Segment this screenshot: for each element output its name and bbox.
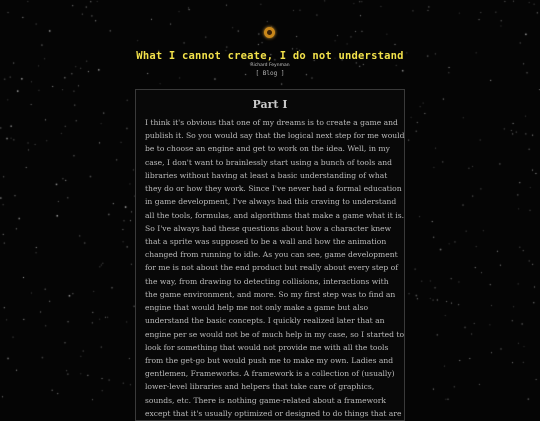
article-line: from the get-go but would push me to make my own. Ladies and [145, 355, 394, 365]
article-line: that a sprite was supposed to be a wall and how the animation [145, 236, 387, 246]
site-title[interactable]: What I cannot create, I do not understand [136, 50, 404, 62]
article-line: the way, from drawing to detecting collisions, interactions with [145, 276, 389, 286]
article-line: gentlemen, Frameworks. A framework is a collection of (usually) [145, 369, 395, 379]
nav-bracket-open: [ [255, 70, 260, 77]
article-line: changed from running to idle. As you can see, game development [145, 250, 398, 260]
article-card [135, 89, 405, 421]
nav-link-blog[interactable]: Blog [262, 70, 278, 77]
article-line: all the tools, formulas, and algorithms that make a game what it is. [145, 210, 405, 220]
article-line: the game environment, and more. So my first step was to find an [145, 289, 396, 299]
article-line: I think it's obvious that one of my dreams is to create a game and [145, 118, 398, 127]
article-line: libraries without having at least a basic understanding of what [145, 170, 388, 180]
article-line: publish it. So you would say that the logical next step for me would [145, 131, 405, 141]
article-heading: Part I [252, 98, 288, 111]
quote-author: Richard Feynman [250, 63, 290, 68]
article-line: in game development, I've always had this craving to understand [145, 197, 397, 207]
article-line: except that it's usually optimized or designed to do things that are [145, 408, 402, 418]
article-line: So I've always had these questions about how a character knew [145, 223, 392, 233]
article-line: lower-level libraries and helpers that take care of graphics, [145, 382, 375, 392]
article-line: engine per se would not be of much help in my case, so I started to [145, 329, 405, 339]
article-line: be to choose an engine and get to work on the idea. Well, in my [145, 144, 390, 154]
article-line: look for something that would not provide me with all the tools [145, 342, 389, 352]
sun-logo-icon[interactable] [264, 27, 275, 38]
nav-bar [0, 70, 540, 77]
nav-bracket-close: ] [280, 70, 285, 77]
article-line: case, I don't want to brainlessly start using a bunch of tools and [145, 157, 393, 167]
article-body [145, 116, 405, 420]
article-line: for me is not about the end product but really about every step of [145, 263, 399, 273]
article-line: engine that would help me not only make a game but also [145, 303, 369, 313]
article-line: sounds, etc. There is nothing game-related about a framework [145, 395, 386, 405]
article-line: understand the basic concepts. I quickly realized later that an [145, 316, 385, 326]
article-line: they do or how they work. Since I've never had a formal education [145, 184, 402, 194]
